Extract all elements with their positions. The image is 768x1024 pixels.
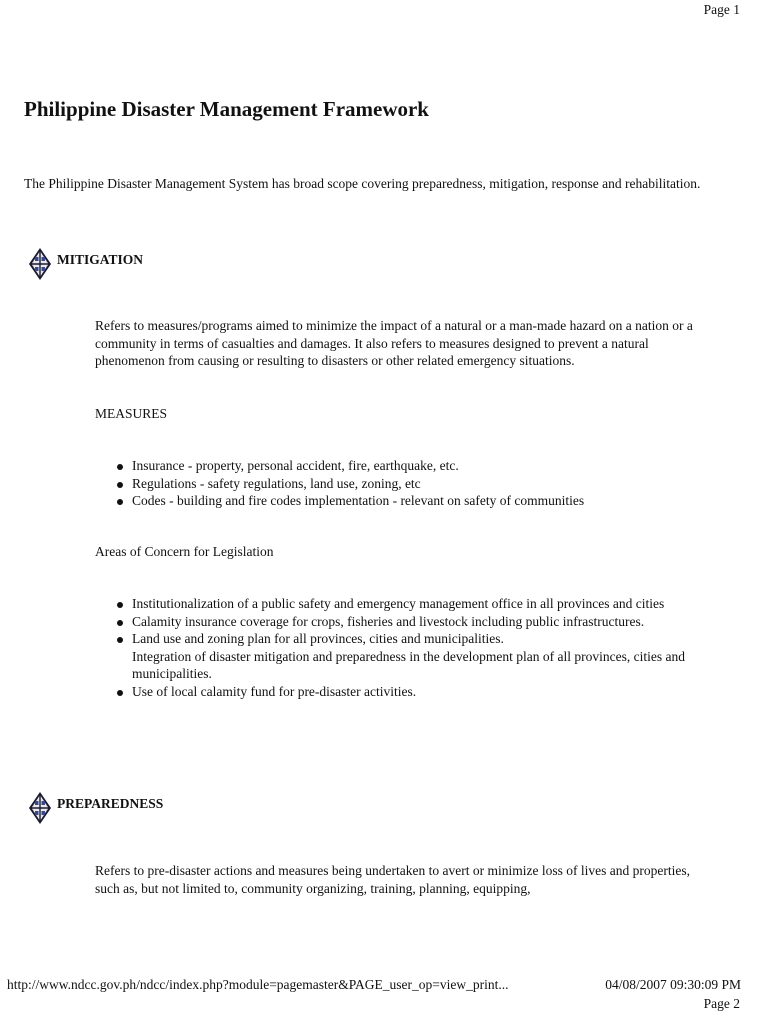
mitigation-description: Refers to measures/programs aimed to minimize the impact of a natural or a man-made hazard on a nation or a community in terms of casualties and damages. It also refers to measures designed to prevent a natural phenomenon from causing or resulting to disasters or other related emergency situations. <box>95 318 693 368</box>
ndcc-diamond-logo-icon <box>28 791 52 825</box>
list-item-text: Calamity insurance coverage for crops, fisheries and livestock including public infrastructures. <box>132 613 645 629</box>
list-item: Insurance - property, personal accident, fire, earthquake, etc. <box>117 457 707 475</box>
page-title: Philippine Disaster Management Framework <box>24 97 429 121</box>
page-number-top: Page 1 <box>703 2 740 17</box>
preparedness-description: Refers to pre-disaster actions and measures being undertaken to avert or minimize loss of lives and properties, such as, but not limited to, community organizing, training, planning, equipping, <box>95 863 690 896</box>
list-item: Regulations - safety regulations, land use, zoning, etc <box>117 475 707 493</box>
footer-url: http://www.ndcc.gov.ph/ndcc/index.php?module=pagemaster&PAGE_user_op=view_print... <box>7 977 509 992</box>
ndcc-diamond-logo-icon <box>28 247 52 281</box>
preparedness-heading-label: PREPAREDNESS <box>57 796 164 811</box>
mitigation-heading <box>28 251 143 281</box>
list-item <box>117 630 707 683</box>
page-number-bottom: Page 2 <box>703 996 740 1011</box>
mitigation-heading-label: MITIGATION <box>57 252 144 267</box>
areas-of-concern-list <box>117 595 707 700</box>
list-item-continuation: Integration of disaster mitigation and preparedness in the development plan of all provinces, cities and municipalities. <box>132 648 685 681</box>
measures-list <box>117 457 707 510</box>
list-item <box>117 683 707 701</box>
list-item-text: Institutionalization of a public safety and emergency management office in all provinces and cities <box>132 596 665 611</box>
preparedness-heading <box>28 795 163 825</box>
measures-label: MEASURES <box>95 406 168 421</box>
list-item-text: Land use and zoning plan for all provinces, cities and municipalities. <box>132 631 504 646</box>
intro-paragraph: The Philippine Disaster Management System has broad scope covering preparedness, mitigation, response and rehabilitation. <box>24 176 701 191</box>
list-item: Codes - building and fire codes implementation - relevant on safety of communities <box>117 492 707 510</box>
list-item <box>117 613 707 631</box>
list-item <box>117 595 707 613</box>
list-item-text: Use of local calamity fund for pre-disaster activities. <box>132 683 417 699</box>
footer-timestamp: 04/08/2007 09:30:09 PM <box>605 977 741 992</box>
areas-of-concern-label: Areas of Concern for Legislation <box>95 544 274 559</box>
